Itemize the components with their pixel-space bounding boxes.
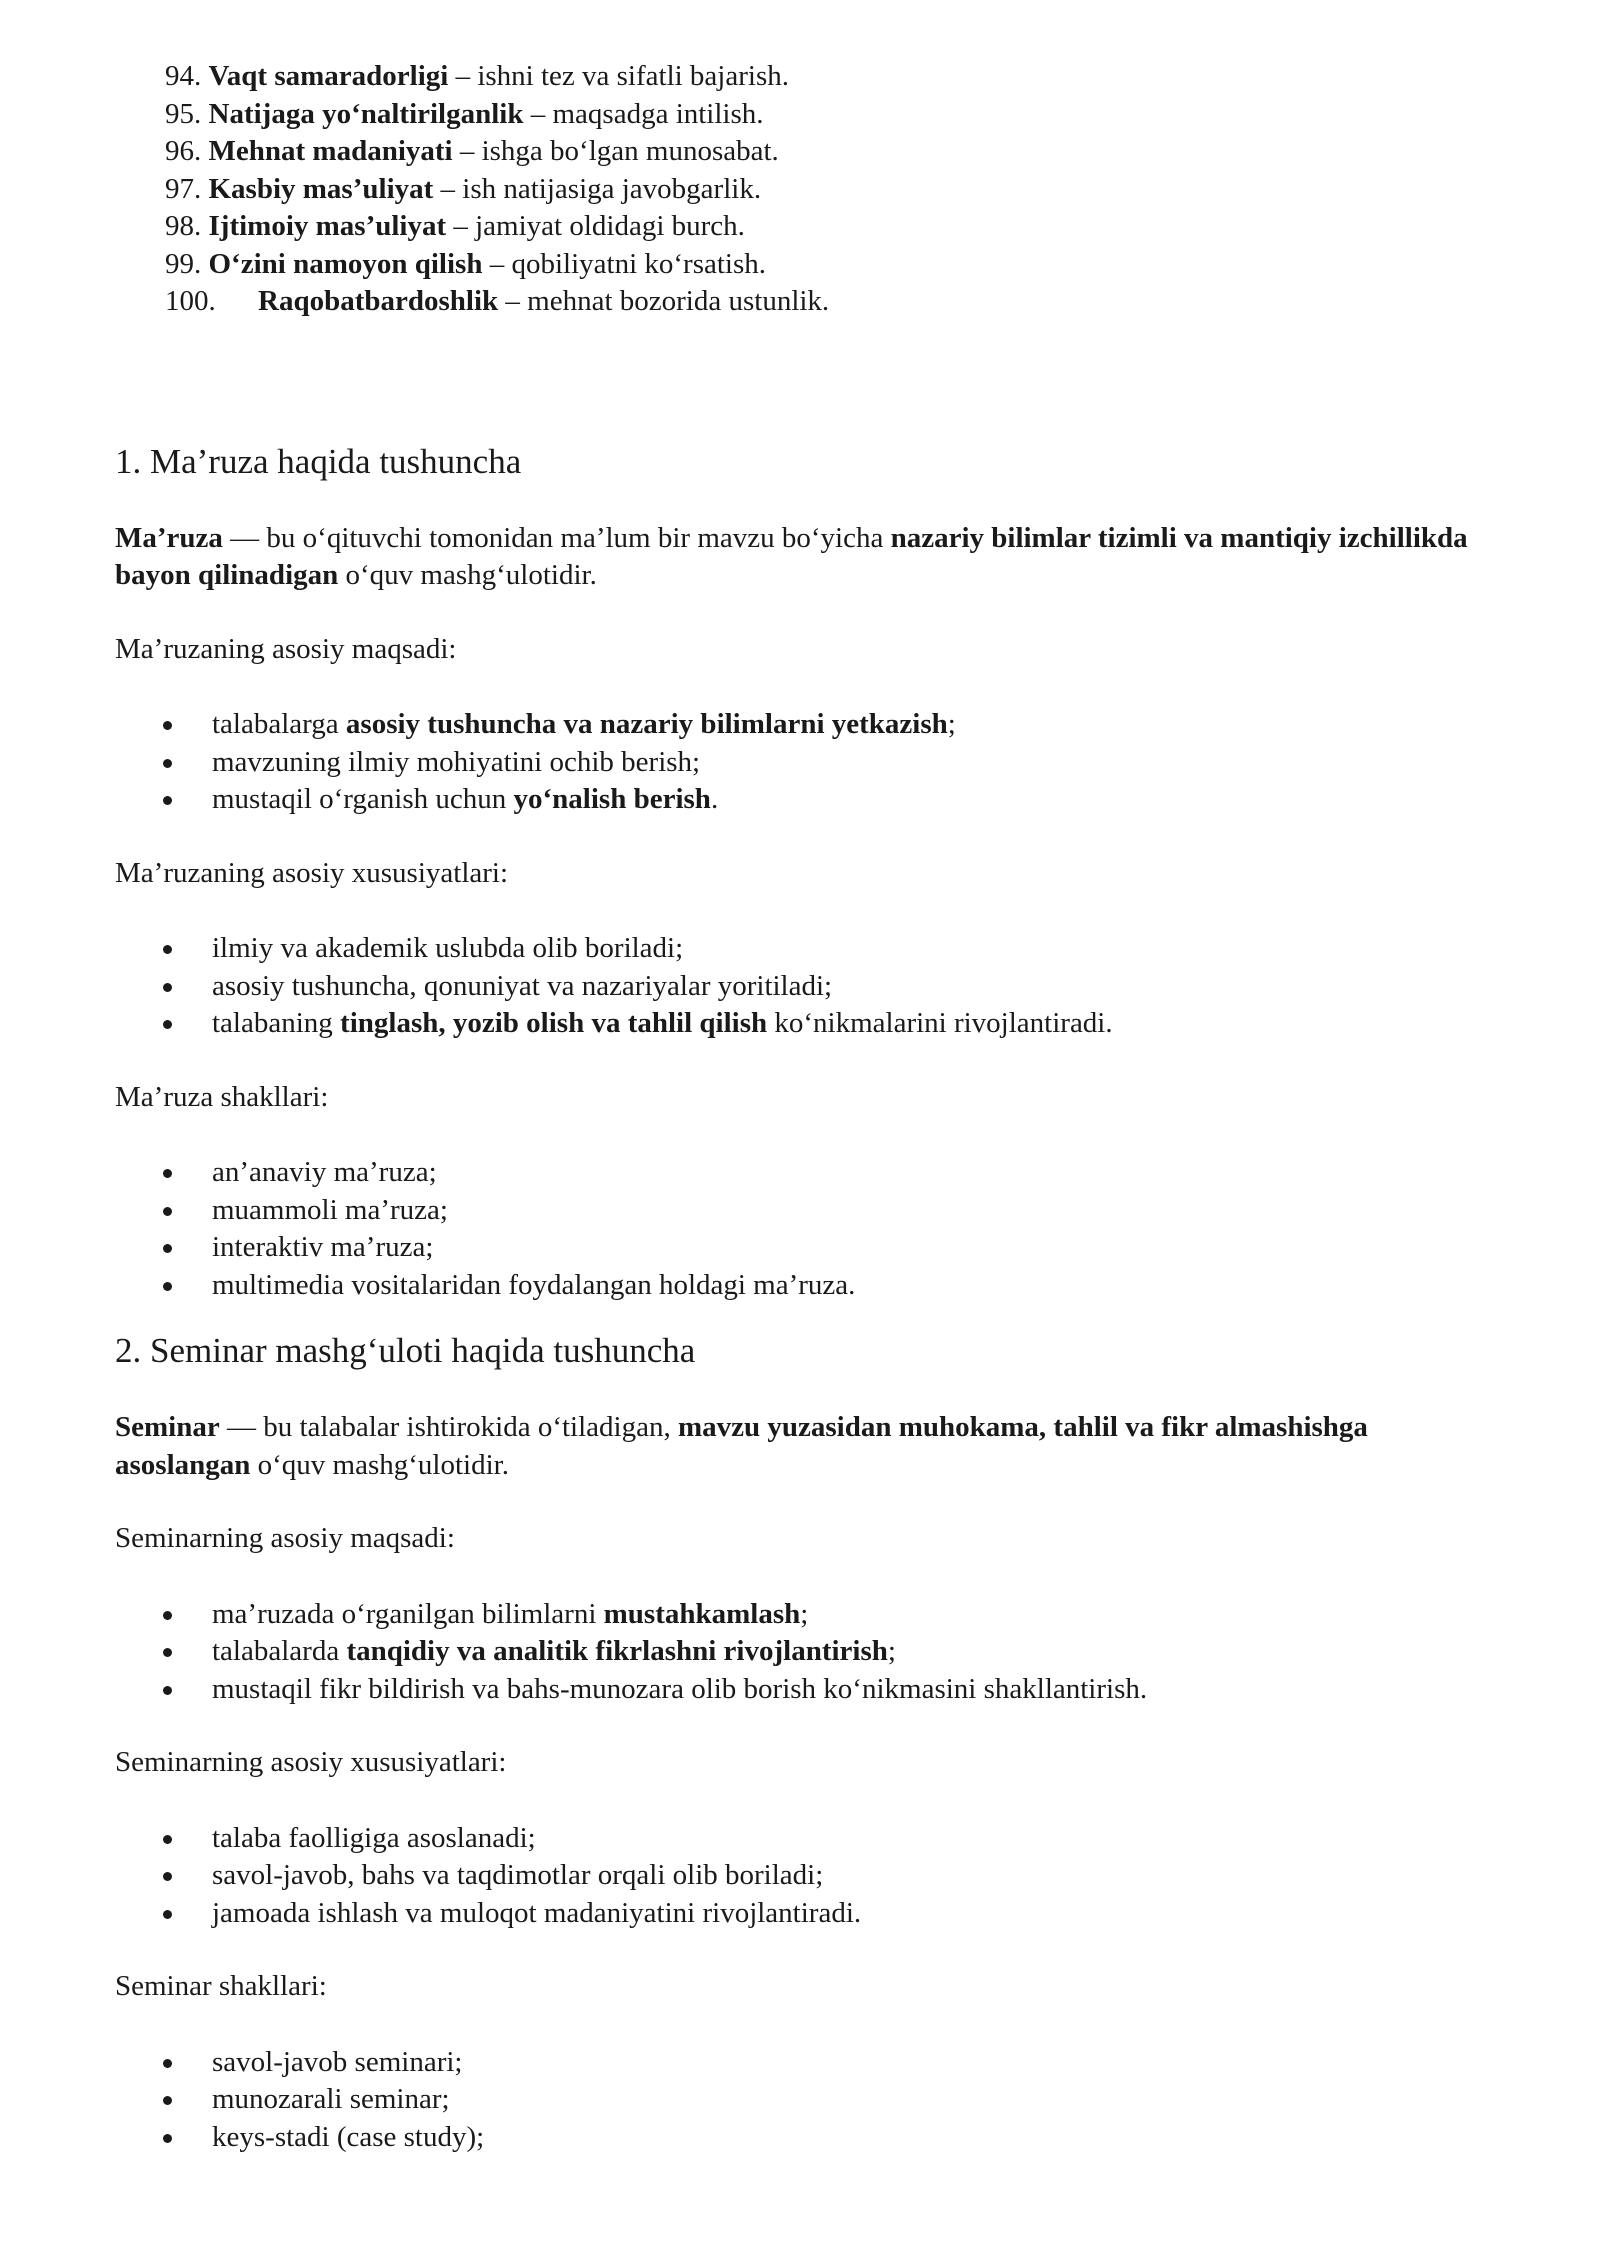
item-text: munozarali seminar; [212, 2083, 450, 2115]
bullet-icon [163, 2096, 172, 2105]
item-text: interaktiv ma’ruza; [212, 1231, 434, 1263]
item-text: keys-stadi (case study); [212, 2120, 485, 2153]
item-text: mavzuning ilmiy mohiyatini ochib berish; [212, 745, 701, 778]
forms-label: Seminar shakllari: [115, 1970, 327, 2002]
list-item [115, 1596, 1495, 1634]
item-number: 97. [165, 172, 202, 205]
section-heading: 2. Seminar mashg‘uloti haqida tushuncha [115, 1331, 696, 1370]
bullet-icon [163, 2059, 172, 2068]
item-ending: ; [800, 1597, 809, 1630]
list-item [115, 2081, 1495, 2119]
definition-term: Seminar [115, 1411, 220, 1443]
term-name: Vaqt samaradorligi [208, 60, 449, 92]
item-text: muammoli ma’ruza; [212, 1193, 448, 1226]
list-item [165, 246, 1495, 284]
item-text: savol-javob, bahs va taqdimotlar orqali olib boriladi; [212, 1859, 824, 1891]
item-text: talaba faolligiga asoslanadi; [212, 1821, 536, 1854]
list-item [115, 1154, 1495, 1192]
section-heading: 1. Ma’ruza haqida tushuncha [115, 441, 522, 481]
bullet-icon [163, 721, 172, 730]
definition-ending: o‘quv mashg‘ulotidir. [250, 1448, 509, 1481]
item-text: ilmiy va akademik uslubda olib boriladi; [212, 932, 684, 964]
list-item [115, 1820, 1495, 1858]
list-item [115, 744, 1495, 782]
list-item [115, 1671, 1495, 1709]
term-name: Mehnat madaniyati [208, 135, 453, 167]
features-label: Ma’ruzaning asosiy xususiyatlari: [115, 856, 509, 889]
item-text: multimedia vositalaridan foydalangan holdagi ma’ruza. [212, 1268, 856, 1301]
forms-list [115, 1154, 1495, 1304]
list-item [165, 96, 1495, 134]
term-description: – mehnat bozorida ustunlik. [498, 285, 830, 317]
definition-paragraph [115, 1409, 1495, 1484]
bullet-icon [163, 1686, 172, 1695]
list-item [115, 1229, 1495, 1267]
term-name: Ijtimoiy mas’uliyat [208, 210, 447, 242]
item-number: 96. [165, 135, 202, 167]
list-item [115, 968, 1495, 1006]
forms-label: Ma’ruza shakllari: [115, 1080, 329, 1113]
bullet-icon [163, 2134, 172, 2143]
term-description: – jamiyat oldidagi burch. [446, 210, 745, 242]
definition-text: — bu talabalar ishtirokida o‘tiladigan, [219, 1411, 678, 1443]
definition-paragraph [115, 520, 1495, 595]
list-item [115, 1192, 1495, 1230]
item-text: talabaning [212, 1007, 341, 1039]
term-name: Natijaga yo‘naltirilganlik [208, 97, 524, 130]
list-item [115, 2119, 1495, 2157]
list-item [115, 1267, 1495, 1305]
term-description: – qobiliyatni ko‘rsatish. [482, 247, 766, 280]
item-text: mustaqil fikr bildirish va bahs-munozara olib borish ko‘nikmasini shakllantirish. [212, 1672, 1148, 1705]
term-description: – ish natijasiga javobgarlik. [433, 172, 762, 205]
list-item [115, 1005, 1495, 1043]
bullet-icon [163, 759, 172, 768]
term-description: – ishga bo‘lgan munosabat. [452, 135, 779, 167]
item-number: 100. [165, 285, 216, 317]
item-emphasis: yo‘nalish berish [513, 783, 711, 815]
bullet-icon [163, 1835, 172, 1844]
goals-label: Seminarning asosiy maqsadi: [115, 1522, 455, 1554]
term-description: – ishni tez va sifatli bajarish. [448, 60, 789, 92]
item-number: 94. [165, 60, 202, 92]
item-text: an’anaviy ma’ruza; [212, 1156, 437, 1188]
list-item [165, 58, 1495, 96]
list-item [165, 171, 1495, 209]
bullet-icon [163, 1169, 172, 1178]
forms-list [115, 2044, 1495, 2157]
item-ending: . [710, 783, 719, 815]
item-text: talabalarda [212, 1635, 347, 1667]
goals-list [115, 1596, 1495, 1709]
bullet-icon [163, 1020, 172, 1029]
list-item [115, 930, 1495, 968]
bullet-icon [163, 1872, 172, 1881]
item-text: ma’ruzada o‘rganilgan bilimlarni [212, 1597, 604, 1630]
term-description: – maqsadga intilish. [523, 97, 764, 130]
item-text: asosiy tushuncha, qonuniyat va nazariyalar yoritiladi; [212, 969, 833, 1002]
term-name: Kasbiy mas’uliyat [208, 172, 434, 205]
term-list [165, 58, 1495, 321]
bullet-icon [163, 1207, 172, 1216]
spacer [115, 321, 1495, 440]
definition-emphasis: nazariy bilimlar tizimli va mantiqiy izchillikda bayon qilinadigan [115, 521, 1468, 591]
item-ending: ko‘nikmalarini rivojlantiradi. [767, 1007, 1113, 1039]
item-text: jamoada ishlash va muloqot madaniyatini rivojlantiradi. [212, 1896, 862, 1929]
bullet-icon [163, 945, 172, 954]
bullet-icon [163, 1282, 172, 1291]
list-item [115, 1857, 1495, 1895]
item-text: savol-javob seminari; [212, 2045, 463, 2078]
item-text: mustaqil o‘rganish uchun [212, 783, 514, 815]
features-label: Seminarning asosiy xususiyatlari: [115, 1746, 507, 1778]
definition-ending: o‘quv mashg‘ulotidir. [338, 559, 597, 591]
list-item [115, 2044, 1495, 2082]
list-item [165, 208, 1495, 246]
bullet-icon [163, 983, 172, 992]
goals-list [115, 706, 1495, 819]
definition-text: — bu o‘qituvchi tomonidan ma’lum bir mavzu bo‘yicha [222, 521, 891, 554]
term-name: Raqobatbardoshlik [258, 285, 499, 317]
item-emphasis: asosiy tushuncha va nazariy bilimlarni yetkazish [345, 708, 948, 740]
item-ending: ; [947, 708, 956, 740]
features-list [115, 1820, 1495, 1933]
list-item [115, 781, 1495, 819]
bullet-icon [163, 1910, 172, 1919]
list-item [115, 1895, 1495, 1933]
definition-term: Ma’ruza [115, 521, 223, 554]
list-item [165, 133, 1495, 171]
item-emphasis: tinglash, yozib olish va tahlil qilish [340, 1007, 768, 1039]
document-content [115, 58, 1495, 2156]
definition-emphasis: mavzu yuzasidan muhokama, tahlil va fikr almashishga asoslangan [115, 1411, 1368, 1481]
list-item [115, 1633, 1495, 1671]
item-emphasis: tanqidiy va analitik fikrlashni rivojlantirish [346, 1635, 888, 1667]
item-number: 95. [165, 97, 202, 130]
item-number: 99. [165, 247, 202, 280]
goals-label: Ma’ruzaning asosiy maqsadi: [115, 632, 457, 665]
list-item [115, 706, 1495, 744]
features-list [115, 930, 1495, 1043]
item-emphasis: mustahkamlash [603, 1597, 801, 1630]
item-ending: ; [887, 1635, 896, 1667]
list-item [165, 283, 1495, 321]
bullet-icon [163, 1244, 172, 1253]
term-name: O‘zini namoyon qilish [208, 247, 483, 280]
item-number: 98. [165, 210, 202, 242]
bullet-icon [163, 796, 172, 805]
bullet-icon [163, 1648, 172, 1657]
item-text: talabalarga [212, 708, 346, 740]
bullet-icon [163, 1611, 172, 1620]
